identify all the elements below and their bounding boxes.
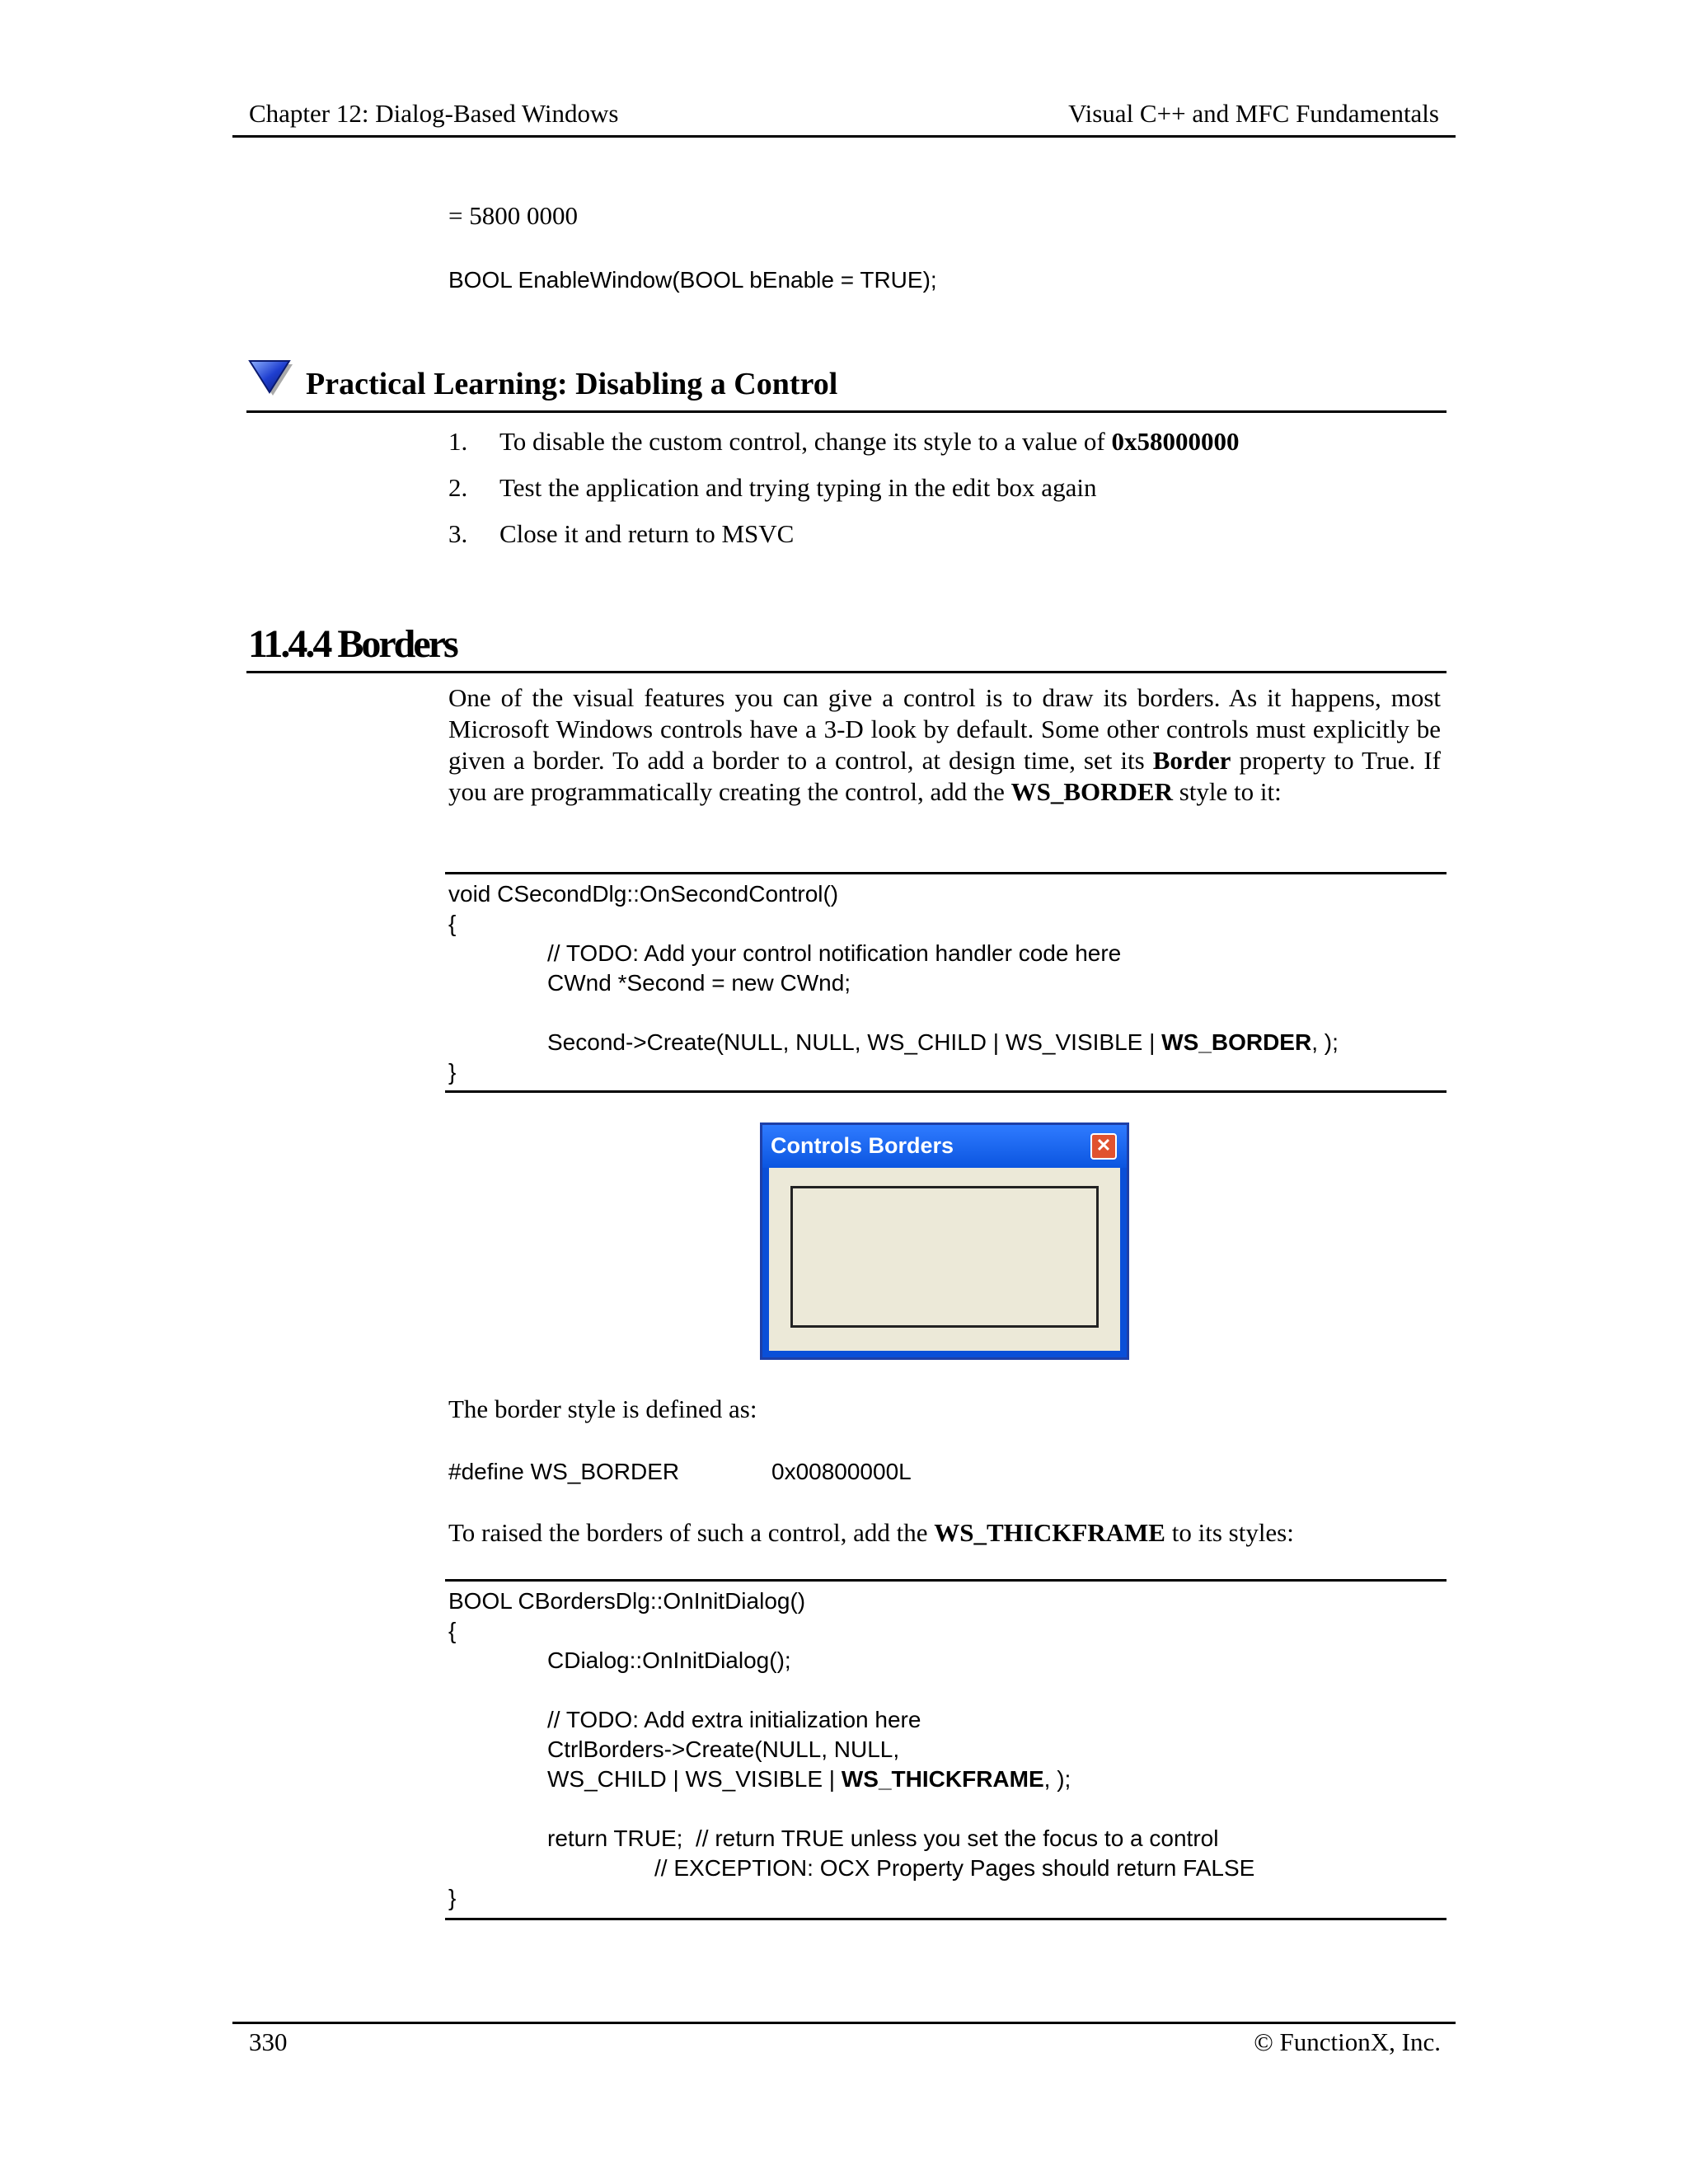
code-line: BOOL CBordersDlg::OnInitDialog() — [448, 1588, 806, 1614]
code-text: , ); — [1311, 1029, 1339, 1055]
code-line: void CSecondDlg::OnSecondControl() — [448, 881, 839, 907]
code-line: { — [448, 1618, 457, 1643]
step-text-plain: To disable the custom control, change its style to a value of — [499, 427, 1112, 456]
borders-paragraph — [448, 682, 1441, 808]
code-line: // TODO: Add your control notification handler code here — [547, 940, 1122, 966]
practical-learning-title: Practical Learning: Disabling a Control — [306, 367, 838, 401]
dialog-title-bar — [762, 1125, 1127, 1168]
steps-list — [448, 420, 1437, 559]
step-number: 2. — [448, 473, 468, 502]
border-defined-text: The border style is defined as: — [448, 1394, 757, 1423]
define-name: #define WS_BORDER — [448, 1459, 680, 1484]
code-bold: WS_THICKFRAME — [841, 1766, 1044, 1792]
code-line: // TODO: Add extra initialization here — [547, 1707, 921, 1732]
blue-triangle-down-icon — [248, 358, 294, 399]
para-bold: WS_BORDER — [1010, 777, 1173, 806]
code-line: } — [448, 1059, 457, 1085]
enable-window-signature: BOOL EnableWindow(BOOL bEnable = TRUE); — [448, 267, 937, 293]
code-text: , ); — [1043, 1766, 1071, 1792]
code-line: CDialog::OnInitDialog(); — [547, 1647, 791, 1673]
code-text: WS_CHILD | WS_VISIBLE | — [547, 1766, 842, 1792]
step-text — [499, 420, 1240, 463]
code-line: { — [448, 911, 457, 936]
footer-rule — [232, 2022, 1456, 2024]
step-number: 3. — [448, 519, 468, 548]
code-block-onsecondcontrol — [445, 872, 1447, 1093]
code-text: Second->Create(NULL, NULL, WS_CHILD | WS_VISIBLE | — [547, 1029, 1162, 1055]
code-block-oninitdialog — [445, 1579, 1447, 1920]
raised-borders-text — [448, 1518, 1294, 1548]
practical-learning-heading — [246, 354, 1447, 413]
define-value: 0x00800000L — [771, 1459, 912, 1484]
code-line: // EXCEPTION: OCX Property Pages should return FALSE — [654, 1855, 1255, 1881]
controls-borders-dialog — [760, 1122, 1129, 1360]
code-line — [547, 1029, 1339, 1056]
para-text: property to True. If you are programmatically creating the control, add the — [448, 746, 1441, 806]
code-line: CWnd *Second = new CWnd; — [547, 970, 851, 996]
bordered-control — [790, 1186, 1099, 1328]
code-line — [547, 1766, 1071, 1793]
style-value: = 5800 0000 — [448, 201, 578, 230]
dialog-client-area — [769, 1168, 1120, 1351]
section-title: 11.4.4 Borders — [248, 622, 457, 666]
code-line: CtrlBorders->Create(NULL, NULL, — [547, 1736, 900, 1762]
step-number: 1. — [448, 427, 468, 456]
page-number: 330 — [249, 2027, 288, 2056]
list-item — [448, 466, 1437, 513]
close-icon[interactable]: ✕ — [1090, 1133, 1117, 1160]
list-item — [448, 513, 1437, 559]
header-chapter: Chapter 12: Dialog-Based Windows — [249, 99, 619, 128]
copyright: © FunctionX, Inc. — [1254, 2027, 1441, 2056]
header-book-title: Visual C++ and MFC Fundamentals — [1068, 99, 1439, 128]
para-text: To raised the borders of such a control, add the — [448, 1518, 935, 1547]
para-bold: Border — [1152, 746, 1231, 775]
list-item — [448, 420, 1437, 466]
running-header — [232, 99, 1456, 138]
code-line: } — [448, 1885, 457, 1910]
code-bold: WS_BORDER — [1161, 1029, 1312, 1055]
dialog-title: Controls Borders — [771, 1133, 954, 1158]
step-text: Test the application and trying typing in the edit box again — [499, 473, 1097, 502]
para-text: to its styles: — [1165, 1518, 1294, 1547]
section-heading — [246, 620, 1447, 673]
para-text: style to it: — [1172, 777, 1282, 806]
step-text: Close it and return to MSVC — [499, 519, 795, 548]
para-bold: WS_THICKFRAME — [934, 1518, 1165, 1547]
para-text: One of the visual features you can give a control is to draw its borders. As it happens, most Microsoft Windows controls have a 3-D look by default. Some other controls must explicitly be given a border. To add a border to a control, at design time, set its — [448, 683, 1441, 775]
code-line: return TRUE; // return TRUE unless you set the focus to a control — [547, 1825, 1219, 1851]
step-text-bold: 0x58000000 — [1111, 427, 1240, 456]
